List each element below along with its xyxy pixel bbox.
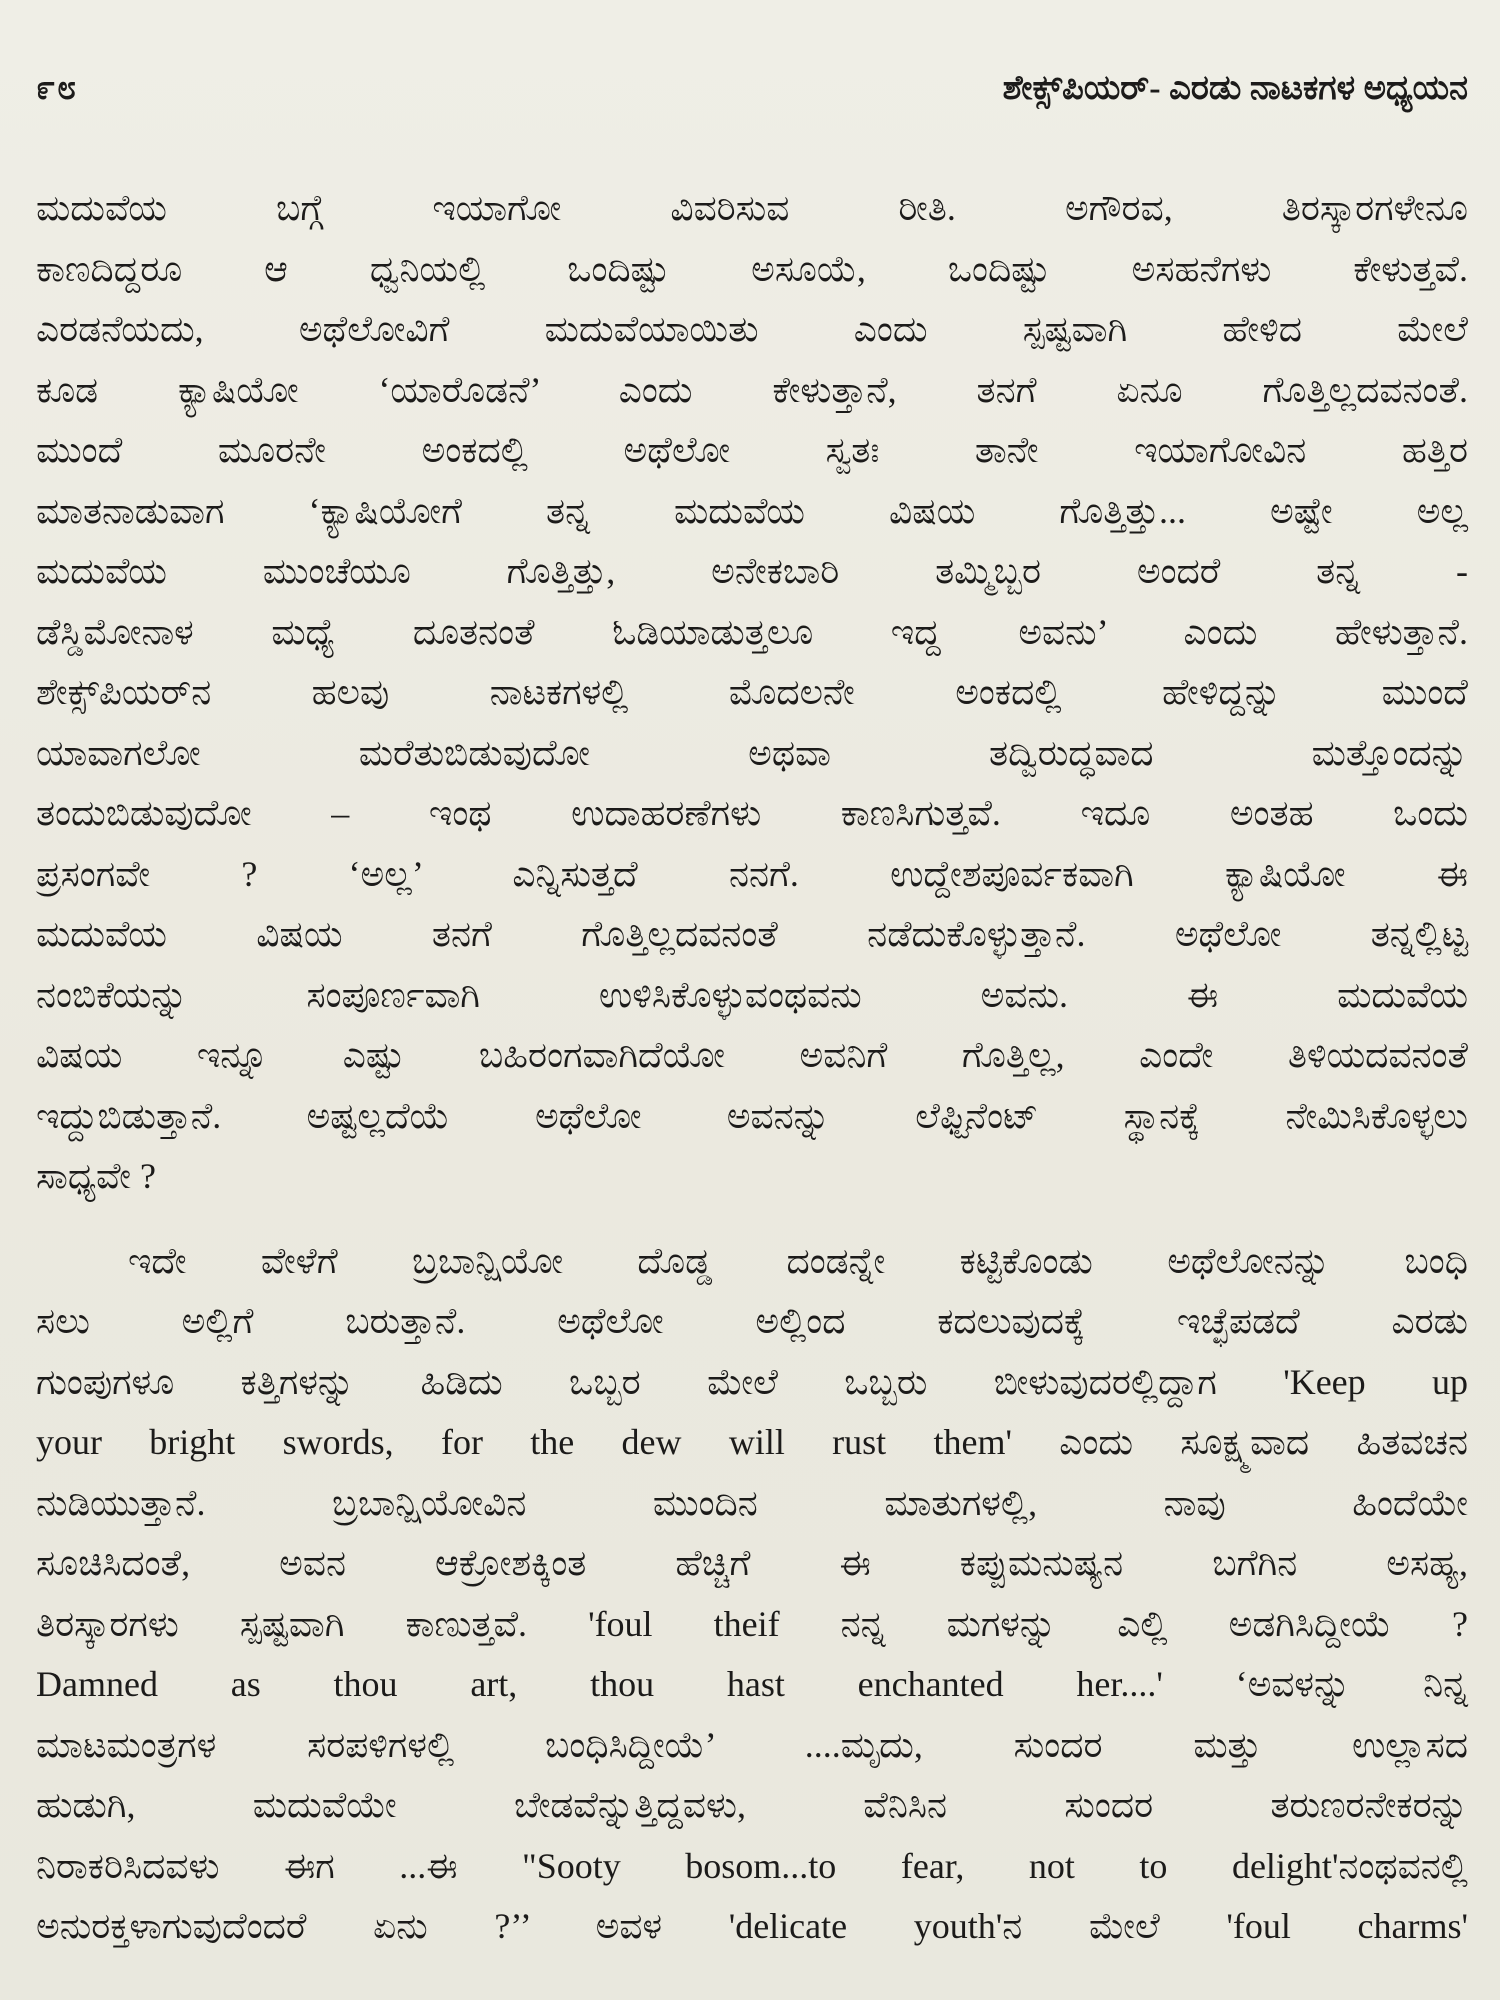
text-line: your bright swords, for the dew will rust them' ಎಂದು ಸೂಕ್ಷ್ಮವಾದ ಹಿತವಚನ: [36, 1422, 1468, 1462]
text-line: ಮುಂದೆ ಮೂರನೇ ಅಂಕದಲ್ಲಿ ಅಥೆಲೋ ಸ್ವತಃ ತಾನೇ ಇಯಾಗೋವಿನ ಹತ್ತಿರ: [36, 430, 1468, 470]
running-title: ಶೇಕ್ಸ್‌ಪಿಯರ್- ಎರಡು ನಾಟಕಗಳ ಅಧ್ಯಯನ: [1002, 70, 1468, 107]
text-line: ಹುಡುಗಿ, ಮದುವೆಯೇ ಬೇಡವೆನ್ನುತ್ತಿದ್ದವಳು, ವೆನಿಸಿನ ಸುಂದರ ತರುಣರನೇಕರನ್ನು: [36, 1785, 1468, 1825]
text-line: ಮಾತನಾಡುವಾಗ ‘ಕ್ಯಾಷಿಯೋಗೆ ತನ್ನ ಮದುವೆಯ ವಿಷಯ ಗೊತ್ತಿತ್ತು... ಅಷ್ಟೇ ಅಲ್ಲ: [36, 490, 1468, 531]
text-line: ಇದೇ ವೇಳೆಗೆ ಬ್ರಬಾನ್ಷಿಯೋ ದೊಡ್ಡ ದಂಡನ್ನೇ ಕಟ್ಟಿಕೊಂಡು ಅಥೆಲೋನನ್ನು ಬಂಧಿ: [128, 1240, 1468, 1281]
text-line: ಪ್ರಸಂಗವೇ ? ‘ಅಲ್ಲ’ ಎನ್ನಿಸುತ್ತದೆ ನನಗೆ. ಉದ್ದೇಶಪೂರ್ವಕವಾಗಿ ಕ್ಯಾಷಿಯೋ ಈ: [36, 853, 1468, 894]
page-number: ೯೮: [36, 70, 79, 107]
paragraph: [36, 178, 1468, 1207]
text-line: ಸಲು ಅಲ್ಲಿಗೆ ಬರುತ್ತಾನೆ. ಅಥೆಲೋ ಅಲ್ಲಿಂದ ಕದಲುವುದಕ್ಕೆ ಇಚ್ಛೆಪಡದೆ ಎರಡು: [36, 1301, 1468, 1341]
text-line: ಅನುರಕ್ತಳಾಗುವುದೆಂದರೆ ಏನು ?’’ ಅವಳ 'delicate youth'ನ ಮೇಲೆ 'foul charms': [36, 1906, 1468, 1946]
page-header: [36, 62, 1468, 116]
text-line: ಎರಡನೆಯದು, ಅಥೆಲೋವಿಗೆ ಮದುವೆಯಾಯಿತು ಎಂದು ಸ್ಪಷ್ಟವಾಗಿ ಹೇಳಿದ ಮೇಲೆ: [36, 309, 1468, 349]
text-line: ಸೂಚಿಸಿದಂತೆ, ಅವನ ಆಕ್ರೋಶಕ್ಕಿಂತ ಹೆಚ್ಚಿಗೆ ಈ ಕಪ್ಪುಮನುಷ್ಯನ ಬಗೆಗಿನ ಅಸಹ್ಯ,: [36, 1543, 1468, 1583]
text-line: ಯಾವಾಗಲೋ ಮರೆತುಬಿಡುವುದೋ ಅಥವಾ ತದ್ವಿರುದ್ಧವಾದ ಮತ್ತೊಂದನ್ನು: [36, 732, 1468, 773]
text-line: ನಿರಾಕರಿಸಿದವಳು ಈಗ ...ಈ "Sooty bosom...to fear, not to delight'ನಂಥವನಲ್ಲಿ: [36, 1845, 1468, 1886]
text-line: ನಂಬಿಕೆಯನ್ನು ಸಂಪೂರ್ಣವಾಗಿ ಉಳಿಸಿಕೊಳ್ಳುವಂಥವನು ಅವನು. ಈ ಮದುವೆಯ: [36, 974, 1468, 1015]
text-line: ಕಾಣದಿದ್ದರೂ ಆ ಧ್ವನಿಯಲ್ಲಿ ಒಂದಿಷ್ಟು ಅಸೂಯೆ, ಒಂದಿಷ್ಟು ಅಸಹನೆಗಳು ಕೇಳುತ್ತವೆ.: [36, 248, 1468, 289]
text-line: ಸಾಧ್ಯವೇ ?: [36, 1156, 156, 1196]
text-line: ಮದುವೆಯ ವಿಷಯ ತನಗೆ ಗೊತ್ತಿಲ್ಲದವನಂತೆ ನಡೆದುಕೊಳ್ಳುತ್ತಾನೆ. ಅಥೆಲೋ ತನ್ನಲ್ಲಿಟ್ಟ: [36, 914, 1468, 954]
text-line: ಮಾಟಮಂತ್ರಗಳ ಸರಪಳಿಗಳಲ್ಲಿ ಬಂಧಿಸಿದ್ದೀಯೆ’ ....ಮೃದು, ಸುಂದರ ಮತ್ತು ಉಲ್ಲಾಸದ: [36, 1724, 1468, 1765]
text-line: ತಂದುಬಿಡುವುದೋ – ಇಂಥ ಉದಾಹರಣೆಗಳು ಕಾಣಸಿಗುತ್ತವೆ. ಇದೂ ಅಂತಹ ಒಂದು: [36, 793, 1468, 833]
text-line: ಶೇಕ್ಸ್‌ಪಿಯರ್‌ನ ಹಲವು ನಾಟಕಗಳಲ್ಲಿ ಮೊದಲನೇ ಅಂಕದಲ್ಲಿ ಹೇಳಿದ್ದನ್ನು ಮುಂದೆ: [36, 672, 1468, 712]
text-line: ಮದುವೆಯ ಬಗ್ಗೆ ಇಯಾಗೋ ವಿವರಿಸುವ ರೀತಿ. ಅಗೌರವ, ತಿರಸ್ಕಾರಗಳೇನೂ: [36, 188, 1468, 228]
text-line: ಗುಂಪುಗಳೂ ಕತ್ತಿಗಳನ್ನು ಹಿಡಿದು ಒಬ್ಬರ ಮೇಲೆ ಒಬ್ಬರು ಬೀಳುವುದರಲ್ಲಿದ್ದಾಗ 'Keep up: [36, 1361, 1468, 1402]
text-line: ಇದ್ದುಬಿಡುತ್ತಾನೆ. ಅಷ್ಟಲ್ಲದೆಯೆ ಅಥೆಲೋ ಅವನನ್ನು ಲೆಫ್ಟಿನೆಂಟ್ ಸ್ಥಾನಕ್ಕೆ ನೇಮಿಸಿಕೊಳ್ಳಲು: [36, 1095, 1468, 1136]
text-line: ಕೂಡ ಕ್ಯಾಷಿಯೋ ‘ಯಾರೊಡನೆ’ ಎಂದು ಕೇಳುತ್ತಾನೆ, ತನಗೆ ಏನೂ ಗೊತ್ತಿಲ್ಲದವನಂತೆ.: [36, 369, 1468, 410]
paragraph: [36, 1231, 1468, 1957]
text-line: ವಿಷಯ ಇನ್ನೂ ಎಷ್ಟು ಬಹಿರಂಗವಾಗಿದೆಯೋ ಅವನಿಗೆ ಗೊತ್ತಿಲ್ಲ, ಎಂದೇ ತಿಳಿಯದವನಂತೆ: [36, 1035, 1468, 1075]
body-text: [36, 178, 1468, 1957]
text-line: ನುಡಿಯುತ್ತಾನೆ. ಬ್ರಬಾನ್ಷಿಯೋವಿನ ಮುಂದಿನ ಮಾತುಗಳಲ್ಲಿ, ನಾವು ಹಿಂದೆಯೇ: [36, 1482, 1468, 1523]
text-line: ಡೆಸ್ಡಿಮೋನಾಳ ಮಧ್ಯೆ ದೂತನಂತೆ ಓಡಿಯಾಡುತ್ತಲೂ ಇದ್ದ ಅವನು’ ಎಂದು ಹೇಳುತ್ತಾನೆ.: [36, 611, 1468, 652]
text-line: Damned as thou art, thou hast enchanted her....' ‘ಅವಳನ್ನು ನಿನ್ನ: [36, 1664, 1468, 1704]
text-line: ಮದುವೆಯ ಮುಂಚೆಯೂ ಗೊತ್ತಿತ್ತು, ಅನೇಕಬಾರಿ ತಮ್ಮಿಬ್ಬರ ಅಂದರೆ ತನ್ನ -: [36, 551, 1468, 591]
text-line: ತಿರಸ್ಕಾರಗಳು ಸ್ಪಷ್ಟವಾಗಿ ಕಾಣುತ್ತವೆ. 'foul theif ನನ್ನ ಮಗಳನ್ನು ಎಲ್ಲಿ ಅಡಗಿಸಿದ್ದೀಯೆ ?: [36, 1603, 1468, 1644]
